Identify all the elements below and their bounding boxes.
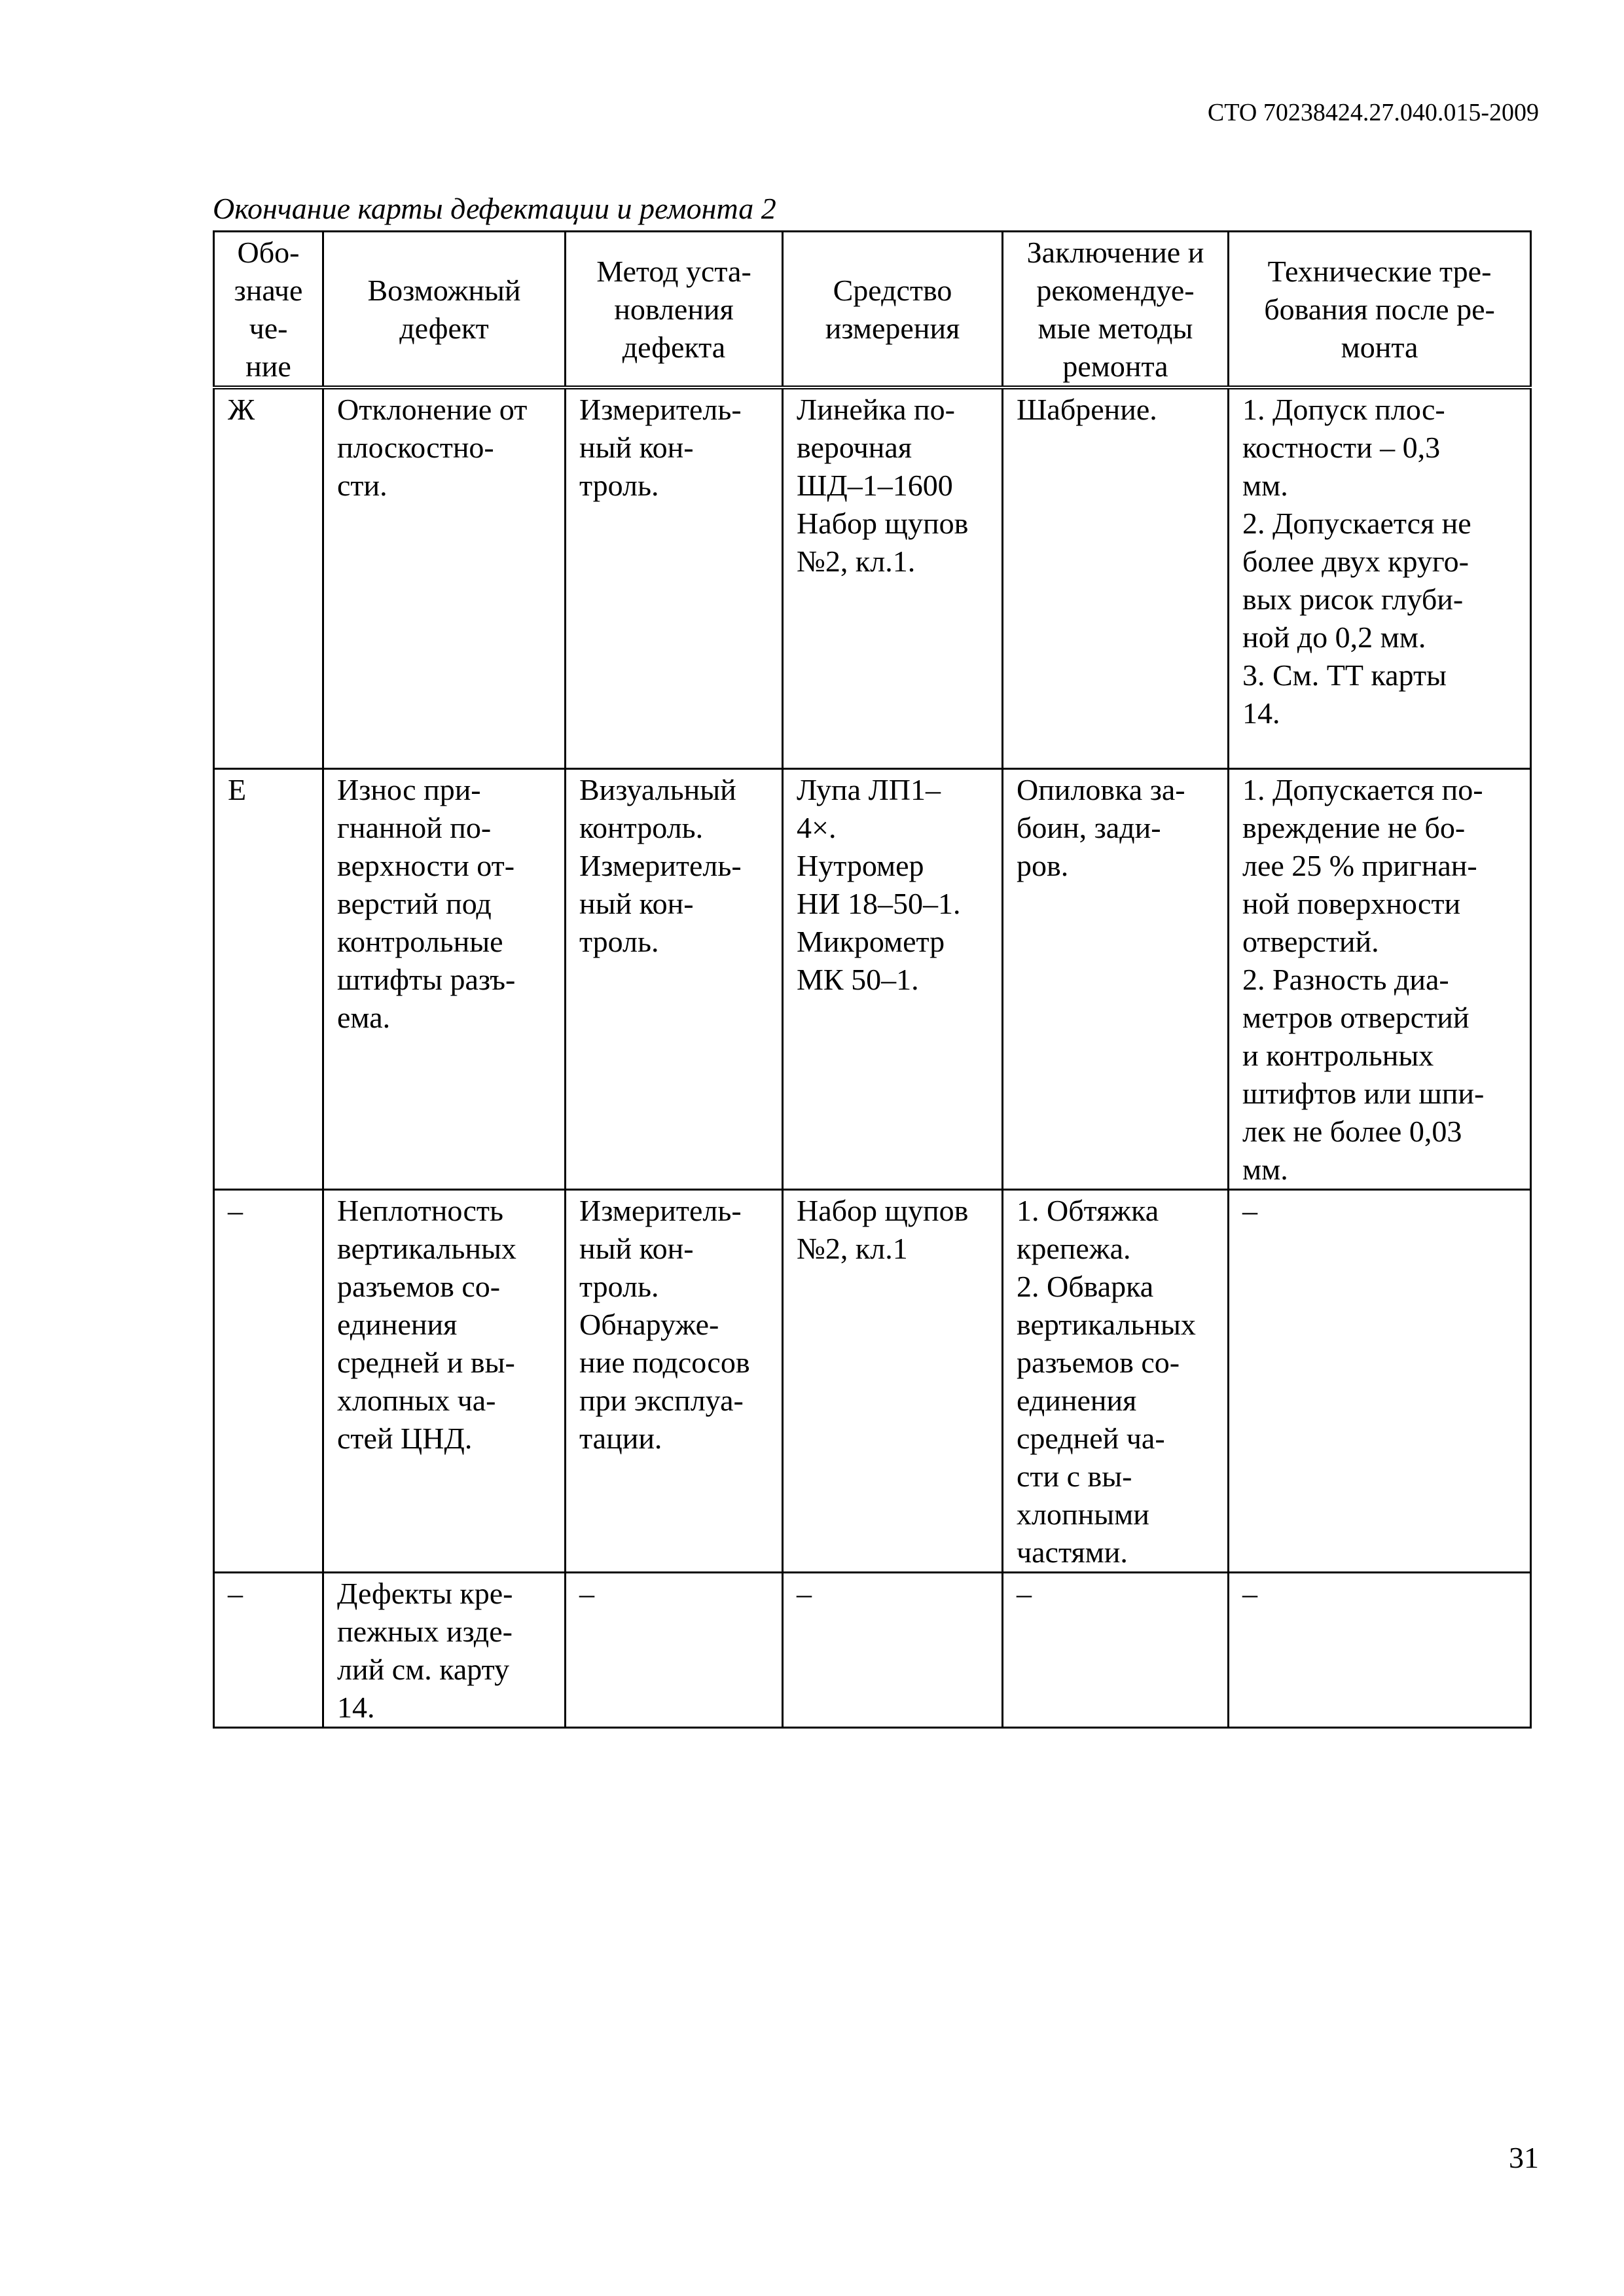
- column-header-method: Метод уста- новления дефекта: [566, 232, 783, 388]
- cell-designation: –: [214, 1573, 323, 1728]
- cell-defect: Неплотность вертикальных разъемов со- единения средней и вы- хлопных ча- стей ЦНД.: [323, 1190, 566, 1573]
- column-header-repair: Заключение и рекомендуе- мые методы ремонта: [1003, 232, 1229, 388]
- cell-requirements: –: [1229, 1190, 1531, 1573]
- table-row: [214, 1573, 1531, 1728]
- cell-requirements: –: [1229, 1573, 1531, 1728]
- cell-method: Измеритель- ный кон- троль. Обнаруже- ние подсосов при эксплуа- тации.: [566, 1190, 783, 1573]
- column-header-requirements: Технические тре- бования после ре- монта: [1229, 232, 1531, 388]
- cell-defect: Износ при- гнанной по- верхности от- верстий под контрольные штифты разъ- ема.: [323, 769, 566, 1190]
- column-header-instrument: Средство измерения: [783, 232, 1003, 388]
- table-row: [214, 769, 1531, 1190]
- cell-defect: Отклонение от плоскостно- сти.: [323, 387, 566, 769]
- cell-method: Визуальный контроль. Измеритель- ный кон- троль.: [566, 769, 783, 1190]
- column-header-defect: Возможный дефект: [323, 232, 566, 388]
- cell-requirements: 1. Допускается по- вреждение не бо- лее 25 % пригнан- ной поверхности отверстий. 2. Разность диа- метров отверстий и контрольных штифтов или шпи- лек не более 0,03 мм.: [1229, 769, 1531, 1190]
- table-row: [214, 1190, 1531, 1573]
- cell-designation: –: [214, 1190, 323, 1573]
- cell-designation: Е: [214, 769, 323, 1190]
- defect-repair-table: [213, 230, 1532, 1729]
- cell-instrument: Линейка по- верочная ШД–1–1600 Набор щупов №2, кл.1.: [783, 387, 1003, 769]
- cell-requirements: 1. Допуск плос- костности – 0,3 мм. 2. Допускается не более двух круго- вых рисок глуби- ной до 0,2 мм. 3. См. ТТ карты 14.: [1229, 387, 1531, 769]
- cell-method: Измеритель- ный кон- троль.: [566, 387, 783, 769]
- cell-instrument: Набор щупов №2, кл.1: [783, 1190, 1003, 1573]
- table-caption: Окончание карты дефектации и ремонта 2: [213, 192, 776, 225]
- table-row: [214, 387, 1531, 769]
- column-header-designation: Обо- значе че- ние: [214, 232, 323, 388]
- cell-designation: Ж: [214, 387, 323, 769]
- table-header-row: [214, 232, 1531, 388]
- cell-instrument: Лупа ЛП1– 4×. Нутромер НИ 18–50–1. Микрометр МК 50–1.: [783, 769, 1003, 1190]
- cell-repair: Шабрение.: [1003, 387, 1229, 769]
- cell-repair: –: [1003, 1573, 1229, 1728]
- cell-repair: Опиловка за- боин, зади- ров.: [1003, 769, 1229, 1190]
- cell-defect: Дефекты кре- пежных изде- лий см. карту 14.: [323, 1573, 566, 1728]
- cell-instrument: –: [783, 1573, 1003, 1728]
- cell-method: –: [566, 1573, 783, 1728]
- document-code: СТО 70238424.27.040.015-2009: [1207, 99, 1539, 126]
- page-number: 31: [1509, 2141, 1539, 2174]
- cell-repair: 1. Обтяжка крепежа. 2. Обварка вертикальных разъемов со- единения средней ча- сти с вы- хлопными частями.: [1003, 1190, 1229, 1573]
